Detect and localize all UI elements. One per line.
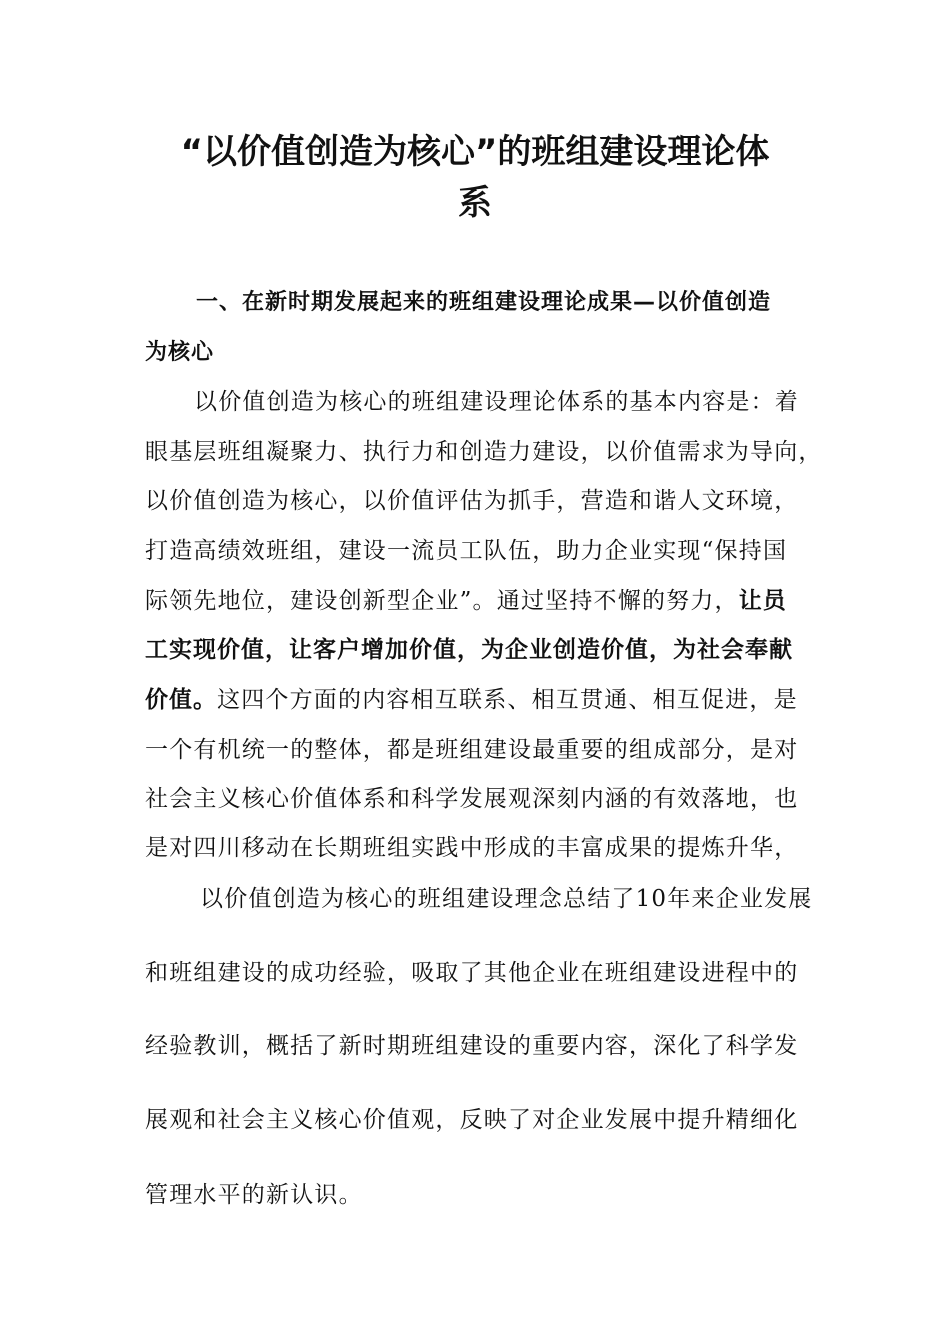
paragraph-2-line-3: 经验教训，概括了新时期班组建设的重要内容，深化了科学发 <box>145 1033 799 1059</box>
paragraph-1-line-7-emphasis: 价值。 <box>145 687 217 713</box>
paragraph-2-line-4: 展观和社会主义核心价值观，反映了对企业发展中提升精细化 <box>145 1107 799 1133</box>
paragraph-2-line-1: 以价值创造为核心的班组建设理念总结了10年来企业发展 <box>200 886 813 912</box>
paragraph-1-line-7 <box>145 685 798 715</box>
paragraph-1-line-5-emphasis: 让员 <box>738 588 787 614</box>
paragraph-1-line-6: 工实现价值，让客户增加价值，为企业创造价值，为社会奉献 <box>145 637 793 663</box>
section-heading-line-1: 一、在新时期发展起来的班组建设理论成果—以价值创造 <box>196 290 772 315</box>
paragraph-2-line-2: 和班组建设的成功经验，吸取了其他企业在班组建设进程中的 <box>145 960 799 986</box>
paragraph-1-line-5 <box>145 586 787 616</box>
paragraph-1-line-4: 打造高绩效班组，建设一流员工队伍，助力企业实现“保持国 <box>145 538 788 564</box>
paragraph-1-line-3: 以价值创造为核心，以价值评估为抓手，营造和谐人文环境， <box>145 488 799 514</box>
paragraph-2-line-5: 管理水平的新认识。 <box>145 1182 363 1208</box>
paragraph-1-line-10: 是对四川移动在长期班组实践中形成的丰富成果的提炼升华， <box>145 835 799 861</box>
paragraph-1-line-7-text: 这四个方面的内容相互联系、相互贯通、相互促进，是 <box>217 687 798 713</box>
paragraph-1-line-8: 一个有机统一的整体，都是班组建设最重要的组成部分，是对 <box>145 737 799 763</box>
document-title-line-2: 系 <box>458 183 492 223</box>
paragraph-1-line-2: 眼基层班组凝聚力、执行力和创造力建设，以价值需求为导向， <box>145 439 823 465</box>
paragraph-1-line-5-text: 际领先地位，建设创新型企业”。通过坚持不懈的努力， <box>145 588 739 614</box>
section-heading-line-2: 为核心 <box>145 340 215 365</box>
paragraph-1-line-1: 以价值创造为核心的班组建设理论体系的基本内容是：着 <box>194 389 799 415</box>
paragraph-1-line-9: 社会主义核心价值体系和科学发展观深刻内涵的有效落地，也 <box>145 786 799 812</box>
document-title-line-1: “以价值创造为核心”的班组建设理论体 <box>180 132 770 172</box>
